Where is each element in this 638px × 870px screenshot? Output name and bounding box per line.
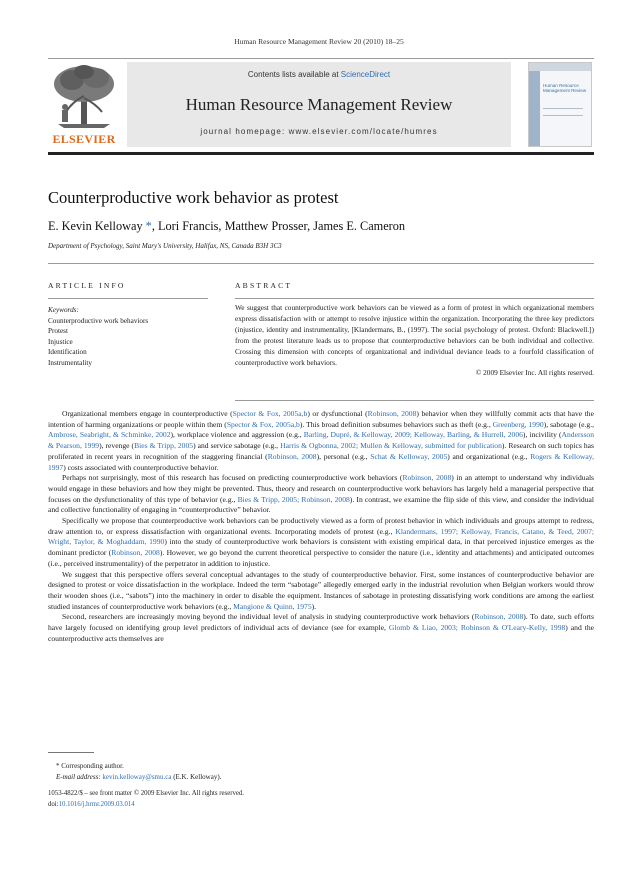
- keywords-label: Keywords:: [48, 306, 79, 314]
- body-text: Specifically we propose that counterproductive work behaviors can be productively viewed as a form of protest behavior in which individuals and groups attempt to redress, draw attention to, or express dissatisfaction with organizational events. Incorporating models of protest (e.g.,: [48, 516, 594, 536]
- body-text: ) and the counterproductive acts themselves are: [48, 623, 594, 643]
- body-text: Organizational members engage in counterproductive (: [62, 409, 233, 418]
- citation-link[interactable]: Rogers & Kelloway, 1997: [48, 451, 594, 472]
- body-text: ) in an attempt to understand why individuals would engage in these behaviors and how they might be prevented. Thus, theory and research on counterproductive work behaviors has largely held a managerial perspective that focuses on the dysfunctionality of this type of behavior (e.g.,: [48, 473, 595, 504]
- citation-link[interactable]: Robinson, 2008: [367, 409, 417, 418]
- body-text: ). Research on such topics has proliferated in recent years in recognition of the staggering financial (: [48, 441, 594, 461]
- body-text: We suggest that this perspective offers several conceptual advantages to the study of counterproductive behavior. First, some instances of counterproductive behavior are designed to protest or voice dissatisfaction in the workplace. Indeed the term “sabotage” allegedly emerged early in the industrial revolution when Belgian workers would throw their wooden shoes (i.e., “sabots”) into the machinery in order to disable the equipment. Instances of sabotage in protesting dissatisfying work conditions are among the earliest studied instances of counterproductive work behaviors (e.g.,: [48, 569, 594, 611]
- citation-link[interactable]: Bies & Tripp, 2005; Robinson, 2008: [237, 494, 350, 504]
- journal-banner: [127, 62, 511, 147]
- first-author: E. Kevin Kelloway: [48, 219, 146, 233]
- body-text: ). In contrast, we examine the flip side of this view, and consider the individual and collective functionality of engaging in “counterproductive” behavior.: [48, 494, 595, 515]
- email-suffix: (E.K. Kelloway).: [171, 772, 222, 781]
- email-line: [56, 772, 221, 783]
- body-text: ), sabotage (e.g.,: [543, 419, 594, 429]
- email-link[interactable]: kevin.kelloway@smu.ca: [102, 772, 172, 781]
- article-info-rule: [48, 298, 208, 299]
- citation-link[interactable]: Glomb & Liao, 2003; Robinson & O'Leary-Kelly, 1998: [388, 623, 566, 633]
- journal-cover-thumbnail: [528, 62, 592, 147]
- footnote-rule: [48, 752, 94, 753]
- corresponding-author-note: * Corresponding author.: [56, 762, 124, 770]
- citation-link[interactable]: Mangione & Quinn, 1975: [233, 601, 312, 611]
- body-paragraph: [48, 516, 594, 570]
- doi-label: doi:: [48, 800, 59, 808]
- body-text: ), personal (e.g.,: [316, 451, 371, 461]
- body-text: ) into the study of counterproductive work behaviors is consistent with existing empirical data, in that perceived injustice emerges as the dominant predictor (: [48, 537, 594, 558]
- body-text: ). However, we go beyond the current theoretical perspective to consider the nature (i.e., identity and attachments) and anticipated outcomes (i.e., perceived instrumentality) of the perpetrator in addition to injustice.: [48, 548, 594, 568]
- citation-link[interactable]: Spector & Fox, 2005a,b: [232, 409, 308, 418]
- body-text: ) and service sabotage (e.g.,: [193, 441, 281, 451]
- publisher-logo-text: ELSEVIER: [52, 132, 116, 146]
- abstract-text: We suggest that counterproductive work behaviors can be viewed as a form of protest in which organizational members express dissatisfaction with or attempt to resolve injustice within the organization. Incorporating the three key predictors (injustice, identity and instrumentality, [Klandermans, B., (1997). The social psychology of protest. Oxford: Blackwell.]) from the protest literature leads us to propose that counterproductive behaviors can be both individual and collective. Crossing this dimension with concepts of organizational and individual deviance leads to a fourfold classification of counterproductive work behaviors.: [235, 303, 594, 367]
- body-text: Second, researchers are increasingly moving beyond the individual level of analysis in studying counterproductive work behaviors (: [62, 612, 475, 622]
- body-text: ). This broad definition subsumes behaviors such as theft (e.g.,: [299, 419, 493, 429]
- citation-link[interactable]: Schat & Kelloway, 2005: [370, 451, 448, 461]
- doi-line: [48, 800, 244, 811]
- citation-link[interactable]: Ambrose, Seabright, & Schminke, 2002: [48, 430, 171, 440]
- front-matter-line: 1053-4822/$ – see front matter © 2009 Elsevier Inc. All rights reserved.: [48, 790, 244, 797]
- keyword-item: Injustice: [48, 337, 73, 346]
- contents-prefix: Contents lists available at: [247, 70, 341, 79]
- citation-link[interactable]: Robinson, 2008: [474, 612, 524, 622]
- publisher-logo: [48, 62, 120, 147]
- citation-link[interactable]: Bies & Tripp, 2005: [134, 441, 194, 451]
- abstract-end-rule: [235, 400, 594, 401]
- citation-link[interactable]: Barling, Dupré, & Kelloway, 2009; Kelloway, Barling, & Hurrell, 2006: [303, 430, 523, 440]
- body-text: ).: [311, 601, 317, 611]
- body-text: ) costs associated with counterproductive behavior.: [63, 462, 219, 472]
- citation-link[interactable]: Robinson, 2008: [267, 451, 317, 461]
- body-text: ) behavior when they willfully commit acts that have the intention of harming organizations or people within them (: [48, 409, 594, 429]
- tree-logo-icon: [48, 62, 120, 130]
- body-paragraph: [48, 612, 594, 644]
- journal-name: Human Resource Management Review: [185, 95, 453, 114]
- keyword-item: Identification: [48, 348, 87, 357]
- body-text: ) or dysfunctional (: [307, 409, 368, 418]
- contents-line: [127, 70, 511, 79]
- abstract-copyright: © 2009 Elsevier Inc. All rights reserved.: [475, 368, 594, 378]
- doi-link[interactable]: 10.1016/j.hrmr.2009.03.014: [58, 800, 135, 808]
- citation-link[interactable]: Robinson, 2008: [111, 548, 160, 558]
- header-rule: [48, 58, 594, 59]
- citation-link[interactable]: Klandermans, 1997; Kelloway, Francis, Catano, & Teed, 2007; Wright, Taylor, & Moghaddam, 1990: [48, 526, 594, 547]
- email-label: E-mail address:: [56, 772, 103, 781]
- body-paragraph: [48, 570, 594, 613]
- body-text: ), revenge (: [99, 441, 135, 451]
- citation-link[interactable]: Andersson & Pearson, 1999: [48, 430, 594, 451]
- body-text: Perhaps not surprisingly, most of this research has focused on predicting counterproductive work behaviors (: [62, 473, 403, 483]
- citation-link[interactable]: Spector & Fox, 2005a,b: [226, 419, 300, 429]
- keyword-item: Protest: [48, 327, 68, 336]
- body-text: ) and organizational (e.g.,: [447, 451, 531, 461]
- article-body: [48, 409, 594, 644]
- body-paragraph: [48, 473, 594, 516]
- keyword-item: Counterproductive work behaviors: [48, 316, 149, 325]
- running-head: Human Resource Management Review 20 (2010) 18–25: [234, 37, 404, 46]
- affiliation: Department of Psychology, Saint Mary's University, Halifax, NS, Canada B3H 3C3: [48, 242, 282, 250]
- footnote: [56, 761, 221, 782]
- sciencedirect-link[interactable]: ScienceDirect: [340, 70, 391, 79]
- other-authors: , Lori Francis, Matthew Prosser, James E. Cameron: [151, 219, 406, 233]
- article-title: Counterproductive work behavior as protest: [48, 188, 339, 207]
- body-text: ), workplace violence and aggression (e.g.,: [170, 430, 304, 440]
- front-matter-rule: [48, 263, 594, 264]
- banner-rule: [48, 152, 594, 155]
- journal-homepage-link[interactable]: journal homepage: www.elsevier.com/locate/humres: [200, 127, 438, 136]
- citation-link[interactable]: Greenberg, 1990: [492, 419, 544, 429]
- cover-title: Human Resource Management Review: [543, 83, 587, 94]
- corresponding-author-mark[interactable]: *: [145, 219, 152, 233]
- keyword-item: Instrumentality: [48, 358, 92, 367]
- citation-link[interactable]: Robinson, 2008: [402, 473, 452, 483]
- article-info-heading: ARTICLE INFO: [48, 281, 126, 290]
- author-list: [48, 219, 405, 234]
- abstract-rule: [235, 298, 594, 299]
- abstract-heading: ABSTRACT: [235, 281, 293, 290]
- body-text: ). To date, such efforts have largely focused on identifying group level predictors of individual acts of deviance (see for example,: [48, 612, 594, 633]
- abstract-block: [235, 303, 594, 379]
- citation-link[interactable]: Harris & Ogbonna, 2002; Mullen & Kelloway, submitted for publication: [280, 441, 502, 451]
- issn-block: [48, 789, 244, 810]
- keywords-block: [48, 305, 208, 369]
- body-paragraph: [48, 409, 594, 473]
- body-text: ), incivility (: [522, 430, 562, 440]
